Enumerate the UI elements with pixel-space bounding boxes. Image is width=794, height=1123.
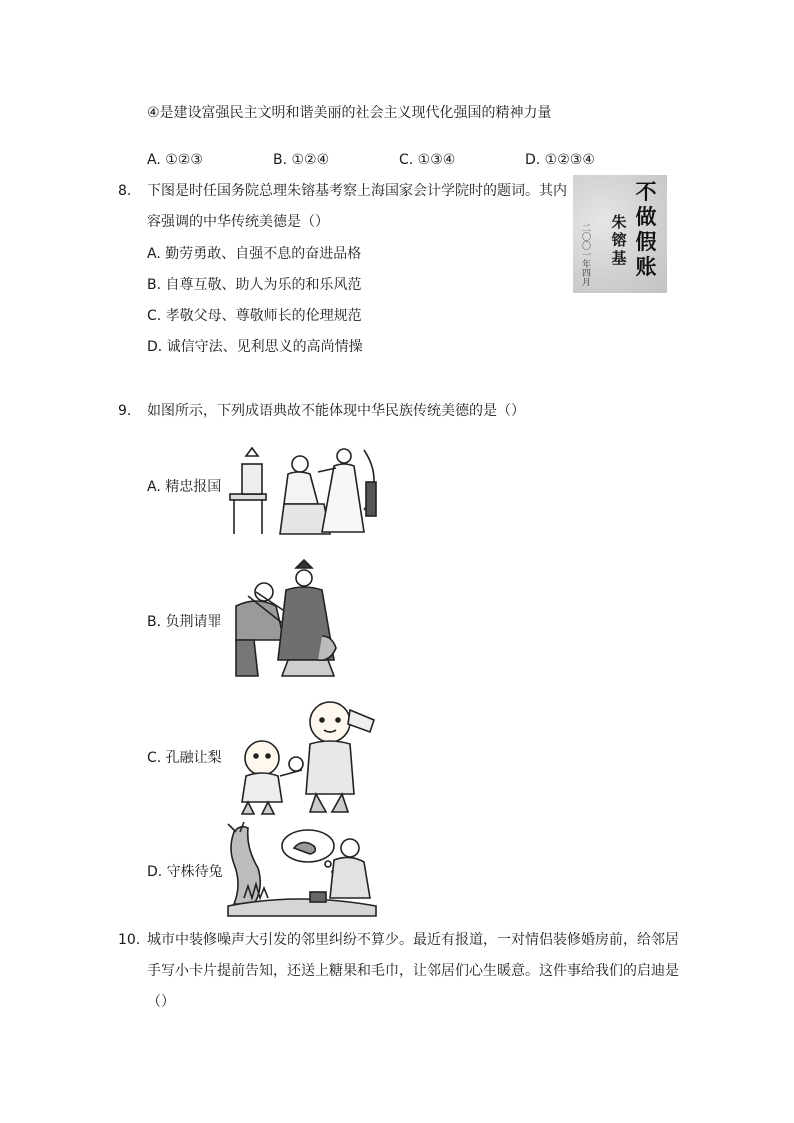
- q9-number: 9.: [118, 403, 132, 419]
- signature-char-2: 镕: [611, 231, 627, 249]
- q8-option-a[interactable]: A. 勤劳勇敢、自强不息的奋进品格: [147, 246, 362, 262]
- q8-stem-line2: 容强调的中华传统美德是（）: [147, 214, 329, 230]
- illustration-fujing-qingzui: [226, 556, 368, 684]
- calligraphy-signature: [609, 213, 629, 267]
- q8-option-d[interactable]: D. 诚信守法、见利思义的高尚情操: [147, 339, 363, 355]
- illustration-shouzhu-daitu: [224, 820, 380, 918]
- illustration-kongrong-rangli: [224, 692, 376, 818]
- q9-stem: 如图所示，下列成语典故不能体现中华民族传统美德的是（）: [147, 403, 525, 419]
- q9-option-b[interactable]: B. 负荆请罪: [147, 614, 222, 630]
- calligraphy-char-1: 不: [635, 179, 657, 204]
- signature-char-1: 朱: [611, 213, 627, 231]
- q7-option-a[interactable]: A. ①②③: [147, 152, 203, 168]
- calligraphy-char-4: 账: [635, 254, 657, 279]
- q7-option-c[interactable]: C. ①③④: [399, 152, 456, 168]
- calligraphy-date: 二〇〇一年四月: [580, 223, 590, 286]
- illustration-b-svg: [226, 556, 368, 684]
- q8-option-b[interactable]: B. 自尊互敬、助人为乐的和乐风范: [147, 277, 362, 293]
- calligraphy-char-3: 假: [635, 229, 657, 254]
- q10-stem-line2: 手写小卡片提前告知，还送上糖果和毛巾，让邻居们心生暖意。这件事给我们的启迪是: [147, 963, 679, 979]
- q8-option-c[interactable]: C. 孝敬父母、尊敬师长的伦理规范: [147, 308, 362, 324]
- illustration-d-svg: [224, 820, 380, 918]
- q8-stem-line1: 下图是时任国务院总理朱镕基考察上海国家会计学院时的题词。其内: [147, 183, 567, 199]
- illustration-a-svg: [226, 442, 396, 538]
- q9-option-a[interactable]: A. 精忠报国: [147, 479, 222, 495]
- calligraphy-image: [573, 175, 667, 293]
- q7-statement-4: ④是建设富强民主文明和谐美丽的社会主义现代化强国的精神力量: [147, 105, 552, 121]
- q7-option-b[interactable]: B. ①②④: [273, 152, 330, 168]
- q9-option-c[interactable]: C. 孔融让梨: [147, 750, 222, 766]
- signature-char-3: 基: [611, 249, 627, 267]
- calligraphy-main-column: [633, 179, 659, 279]
- q10-stem-line3: （）: [147, 994, 175, 1010]
- calligraphy-char-2: 做: [635, 204, 657, 229]
- q8-number: 8.: [118, 183, 132, 199]
- q10-number: 10.: [118, 932, 141, 948]
- q9-option-d[interactable]: D. 守株待兔: [147, 864, 223, 880]
- q10-stem-line1: 城市中装修噪声大引发的邻里纠纷不算少。最近有报道，一对情侣装修婚房前，给邻居: [147, 932, 679, 948]
- q7-option-d[interactable]: D. ①②③④: [525, 152, 595, 168]
- illustration-jingzhong-baoguo: [226, 442, 396, 538]
- illustration-c-svg: [224, 692, 376, 818]
